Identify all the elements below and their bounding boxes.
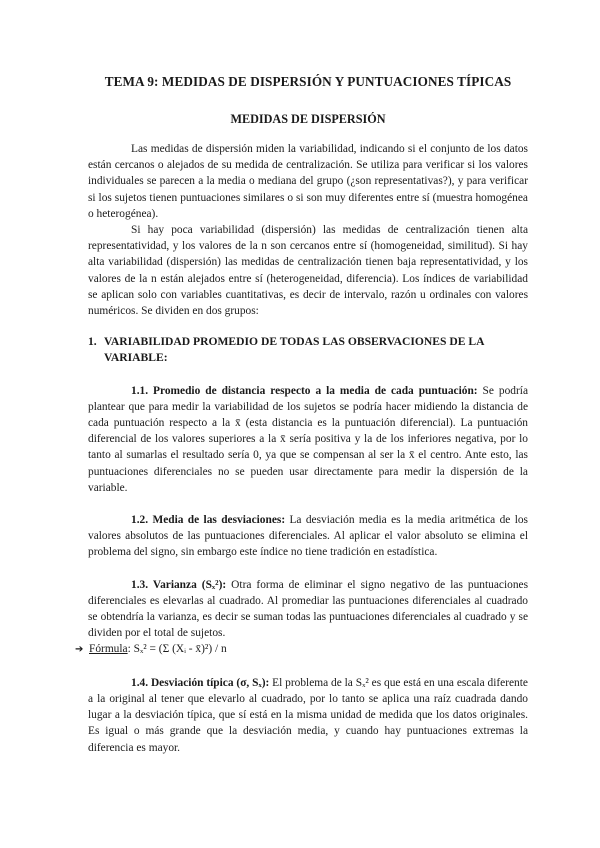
- arrow-right-icon: ➔: [75, 644, 84, 656]
- variance-formula: [75, 641, 528, 658]
- subsection-1-1: [88, 383, 528, 496]
- intro-paragraph-1: Las medidas de dispersión miden la variabilidad, indicando si el conjunto de los datos están cercanos o alejados de su medida de centralización. Se utiliza para verificar si los valores individuales se parecen a la media o mediana del grupo (¿son representativas?), y para verificar si los sujetos tienen puntuaciones similares o si son muy diferentes entre sí (muestra homogénea o heterogénea).: [88, 143, 528, 220]
- subsection-1-2-text: La desviación media es la media aritmética de los valores absolutos de las puntuaciones diferenciales. Al aplicar el valor absoluto se elimina el problema del signo, sin embargo este índice no tiene tradición en estadística.: [88, 514, 528, 559]
- subsection-1-1-label: 1.1. Promedio de distancia respecto a la media de cada puntuación:: [131, 384, 478, 397]
- section-1-number: 1.: [88, 335, 97, 349]
- subsection-1-3-text: Otra forma de eliminar el signo negativo de las puntuaciones diferenciales es elevarlas al cuadrado. Al promediar las puntuaciones diferenciales al cuadrado se obtendría la varianza, es decir se suman todas las puntuaciones diferenciales al cuadrado y se dividen por el total de sujetos.: [88, 578, 529, 640]
- subsection-1-2-label: 1.2. Media de las desviaciones:: [131, 514, 286, 527]
- page-title: TEMA 9: MEDIDAS DE DISPERSIÓN Y PUNTUACIONES TÍPICAS: [104, 74, 512, 89]
- subsection-1-3: [88, 577, 528, 642]
- document-page: [75, 64, 529, 756]
- section-1-title: VARIABILIDAD PROMEDIO DE TODAS LAS OBSERVACIONES DE LA VARIABLE:: [104, 335, 484, 365]
- section-subtitle: MEDIDAS DE DISPERSIÓN: [230, 112, 386, 126]
- subsection-1-3-label: 1.3. Varianza (Sₓ²):: [131, 578, 227, 591]
- subsection-1-4-label: 1.4. Desviación típica (σ, Sₓ):: [131, 676, 270, 689]
- section-1-heading: [88, 334, 528, 366]
- formula-expression: : Sₓ² = (Σ (Xᵢ - x̄)²) / n: [127, 643, 227, 656]
- intro-paragraph-2: Si hay poca variabilidad (dispersión) las medidas de centralización tienen alta representatividad, y los valores de la n son cercanos entre sí (homogeneidad, similitud). Si hay alta variabilidad (dispersión) las medidas de centralización tienen baja representatividad, y los valores de la n están alejados entre sí (heterogeneidad, diferencia). Los índices de variabilidad se aplican solo con variables cuantitativas, es decir de intervalo, razón u ordinales con valores numéricos. Se dividen en dos grupos:: [88, 224, 528, 318]
- subsection-1-4-text: El problema de la Sₓ² es que está en una escala diferente a la original al tener que elevarlo al cuadrado, por lo tanto se aplica una raíz cuadrada dando lugar a la desviación típica, que sí está en la misma unidad de medida que los datos originales. Es igual o más grande que la desviación media, y cuando hay puntuaciones extremas la diferencia es mayor.: [88, 676, 528, 754]
- subsection-1-1-text: Se podría plantear que para medir la variabilidad de los sujetos se podría hacer midiendo la distancia de cada puntuación respecto a la x̄ (esta distancia es la puntuación diferencial). La puntuación diferencial de los valores superiores a la x̄ sería positiva y la de los inferiores negativa, por lo tanto al sumarlas el resultado sería 0, ya que se compensan al ser la x̄ el centro. Ante esto, las puntuaciones diferenciales no se pueden usar directamente para medir la dispersión de la variable.: [88, 384, 529, 494]
- subsection-1-4: [88, 675, 528, 756]
- formula-label: Fórmula: [89, 643, 128, 656]
- subsection-1-2: [88, 512, 528, 561]
